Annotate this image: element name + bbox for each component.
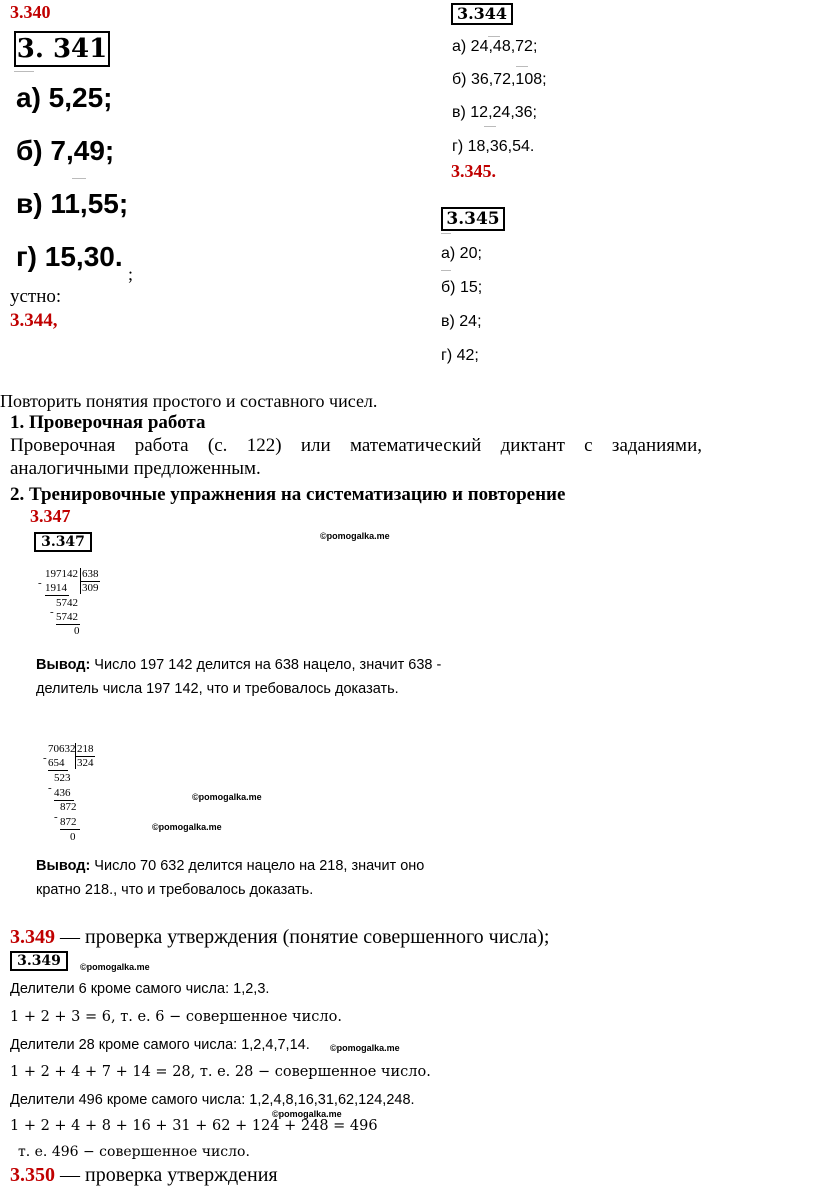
watermark: ©pomogalka.me xyxy=(320,531,390,541)
task-box-3-349: 3.349 xyxy=(10,951,68,971)
underline xyxy=(48,770,68,771)
watermark: ©pomogalka.me xyxy=(80,962,150,972)
remainder-2: 872 xyxy=(60,801,77,813)
task-label-3-340: 3.340 xyxy=(10,2,51,22)
subtrahend-1: 654 xyxy=(48,757,65,769)
answer-item-345-a: а) 20; xyxy=(441,245,482,262)
tiny-mark xyxy=(72,178,86,179)
answer-item-g xyxy=(16,241,123,273)
answer-item-a xyxy=(16,82,113,114)
tiny-mark xyxy=(484,126,496,127)
task-box-3-347: 3.347 xyxy=(34,532,92,552)
sum-496: 1 + 2 + 4 + 8 + 16 + 31 + 62 + 124 + 248 = 496 xyxy=(10,1118,378,1134)
quotient: 309 xyxy=(82,582,99,594)
task-description: — проверка утверждения xyxy=(55,1164,278,1186)
task-label-3-344: 3.344, xyxy=(10,310,58,331)
section1-line2: аналогичными предложенным. xyxy=(10,458,261,479)
task-box-3-341: 3. 341 xyxy=(14,31,110,67)
subtrahend-1: 1914 xyxy=(45,582,67,594)
subtrahend-2: 436 xyxy=(54,787,71,799)
answer-item-b xyxy=(16,135,114,167)
task-label-3-350: 3.350 xyxy=(10,1164,55,1186)
answer-item-345-g: г) 42; xyxy=(441,347,479,364)
underline xyxy=(60,829,80,830)
conclusion-1-line2: делитель числа 197 142, что и требовалось доказать. xyxy=(36,681,399,697)
final-remainder: 0 xyxy=(70,831,76,843)
answer-text: а) 5,25; xyxy=(16,82,113,113)
divisor: 638 xyxy=(82,568,99,580)
section1-title: 1. Проверочная работа xyxy=(10,412,206,433)
dividend: 197142 xyxy=(45,568,78,580)
minus-sign: - xyxy=(38,577,42,589)
watermark: ©pomogalka.me xyxy=(330,1043,400,1053)
minus-sign: - xyxy=(54,811,58,823)
divisors-28: Делители 28 кроме самого числа: 1,2,4,7,14. xyxy=(10,1037,310,1053)
minus-sign: - xyxy=(48,782,52,794)
tiny-mark xyxy=(488,36,500,37)
sum-28: 1 + 2 + 4 + 7 + 14 = 28, т. е. 28 − совершенное число. xyxy=(10,1064,431,1080)
subtrahend-2: 5742 xyxy=(56,611,78,623)
watermark: ©pomogalka.me xyxy=(272,1109,342,1119)
answer-item-344-v: в) 12,24,36; xyxy=(452,104,537,121)
conclusion-1-line1 xyxy=(36,657,441,673)
task-label-3-349: 3.349 xyxy=(10,926,55,948)
sum-6: 1 + 2 + 3 = 6, т. е. 6 − совершенное число. xyxy=(10,1009,342,1025)
quotient: 324 xyxy=(77,757,94,769)
subtrahend-3: 872 xyxy=(60,816,77,828)
answer-item-345-b: б) 15; xyxy=(441,279,483,296)
stray-semicolon: ; xyxy=(128,264,134,284)
task-3-349-heading xyxy=(10,926,616,949)
answer-item-344-b: б) 36,72,108; xyxy=(452,71,547,88)
task-3-350-heading xyxy=(10,1164,278,1187)
task-label-3-347: 3.347 xyxy=(30,506,71,526)
answer-item-v xyxy=(16,188,128,220)
watermark: ©pomogalka.me xyxy=(192,792,262,802)
tiny-mark xyxy=(516,66,528,67)
tiny-mark xyxy=(441,270,451,271)
section2-title: 2. Тренировочные упражнения на систематизацию и повторение xyxy=(10,484,566,505)
underline xyxy=(45,595,69,596)
perfect-496: т. е. 496 − совершенное число. xyxy=(18,1144,250,1160)
answer-item-344-g: г) 18,36,54. xyxy=(452,138,535,155)
task-label-3-345: 3.345. xyxy=(451,161,496,181)
task-description: — проверка утверждения (понятие совершенного числа); xyxy=(55,926,550,948)
divisor: 218 xyxy=(77,743,94,755)
ustno-label: устно: xyxy=(10,286,62,307)
conclusion-2-line1 xyxy=(36,858,424,874)
minus-sign: - xyxy=(50,606,54,618)
answer-text: в) 11,55; xyxy=(16,188,129,219)
remainder-1: 523 xyxy=(54,772,71,784)
task-box-3-345: 3.345 xyxy=(441,207,505,231)
divisors-496: Делители 496 кроме самого числа: 1,2,4,8,16,31,62,124,248. xyxy=(10,1092,415,1108)
final-remainder: 0 xyxy=(74,625,80,637)
section1-line1: Проверочная работа (с. 122) или математический диктант с заданиями, xyxy=(10,435,702,456)
remainder-1: 5742 xyxy=(56,597,78,609)
divisors-6: Делители 6 кроме самого числа: 1,2,3. xyxy=(10,981,270,997)
conclusion-text: Число 70 632 делится нацело на 218, значит оно xyxy=(90,858,425,874)
tiny-mark xyxy=(441,233,451,234)
conclusion-2-line2: кратно 218., что и требовалось доказать. xyxy=(36,882,314,898)
dividend: 70632 xyxy=(48,743,76,755)
tiny-mark xyxy=(14,71,34,72)
task-box-3-344: 3.344 xyxy=(451,3,513,25)
answer-text: г) 15,30. xyxy=(16,241,123,272)
conclusion-label: Вывод: xyxy=(36,858,91,874)
answer-item-345-v: в) 24; xyxy=(441,313,482,330)
answer-text: б) 7,49; xyxy=(16,135,115,166)
conclusion-label: Вывод: xyxy=(36,657,91,673)
watermark: ©pomogalka.me xyxy=(152,822,222,832)
intro-text: Повторить понятия простого и составного чисел. xyxy=(0,391,378,411)
answer-item-344-a: а) 24,48,72; xyxy=(452,38,538,55)
conclusion-text: Число 197 142 делится на 638 нацело, значит 638 - xyxy=(90,657,442,673)
minus-sign: - xyxy=(43,752,47,764)
